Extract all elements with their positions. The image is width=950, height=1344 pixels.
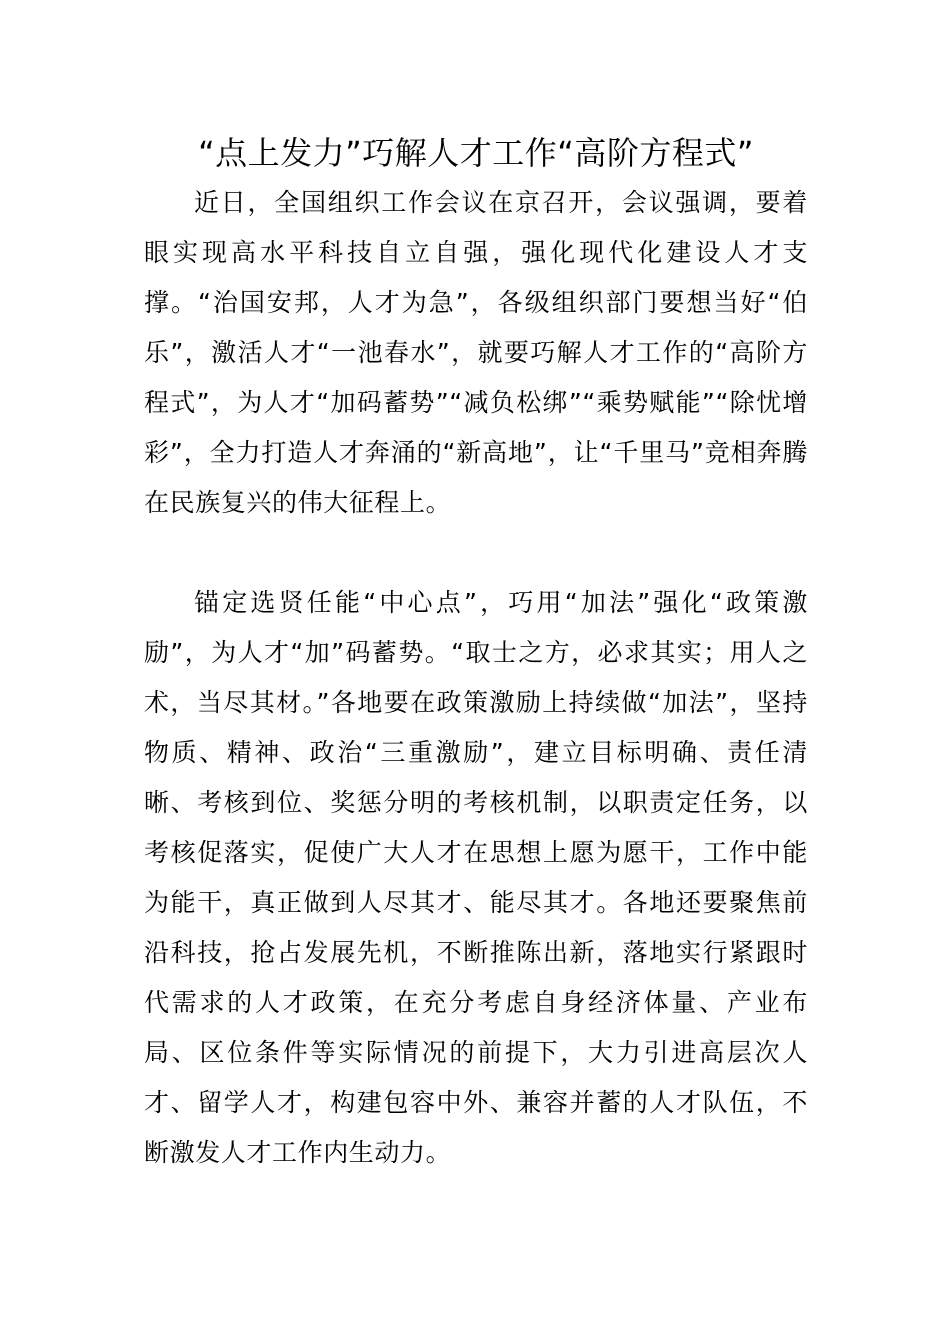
paragraph-spacer [144, 528, 808, 578]
document-body [144, 128, 808, 1178]
document-title: “点上发力”巧解人才工作“高阶方程式” [198, 134, 754, 172]
paragraph-intro: 近日，全国组织工作会议在京召开，会议强调，要着眼实现高水平科技自立自强，强化现代化建设人才支撑。“治国安邦，人才为急”，各级组织部门要想当好“伯乐”，激活人才“一池春水”，就要巧解人才工作的“高阶方程式”，为人才“加码蓄势”“减负松绑”“乘势赋能”“除忧增彩”，全力打造人才奔涌的“新高地”，让“千里马”竞相奔腾在民族复兴的伟大征程上。 [144, 188, 808, 517]
paragraph-policy-incentive: 锚定选贤任能“中心点”，巧用“加法”强化“政策激励”，为人才“加”码蓄势。“取士之方，必求其实；用人之术，当尽其材。”各地要在政策激励上持续做“加法”，坚持物质、精神、政治“三重激励”，建立目标明确、责任清晰、考核到位、奖惩分明的考核机制，以职责定任务，以考核促落实，促使广大人才在思想上愿为愿干，工作中能为能干，真正做到人尽其才、能尽其才。各地还要聚焦前沿科技，抢占发展先机，不断推陈出新，落地实行紧跟时代需求的人才政策，在充分考虑自身经济体量、产业布局、区位条件等实际情况的前提下，大力引进高层次人才、留学人才，构建包容中外、兼容并蓄的人才队伍，不断激发人才工作内生动力。 [144, 588, 808, 1167]
